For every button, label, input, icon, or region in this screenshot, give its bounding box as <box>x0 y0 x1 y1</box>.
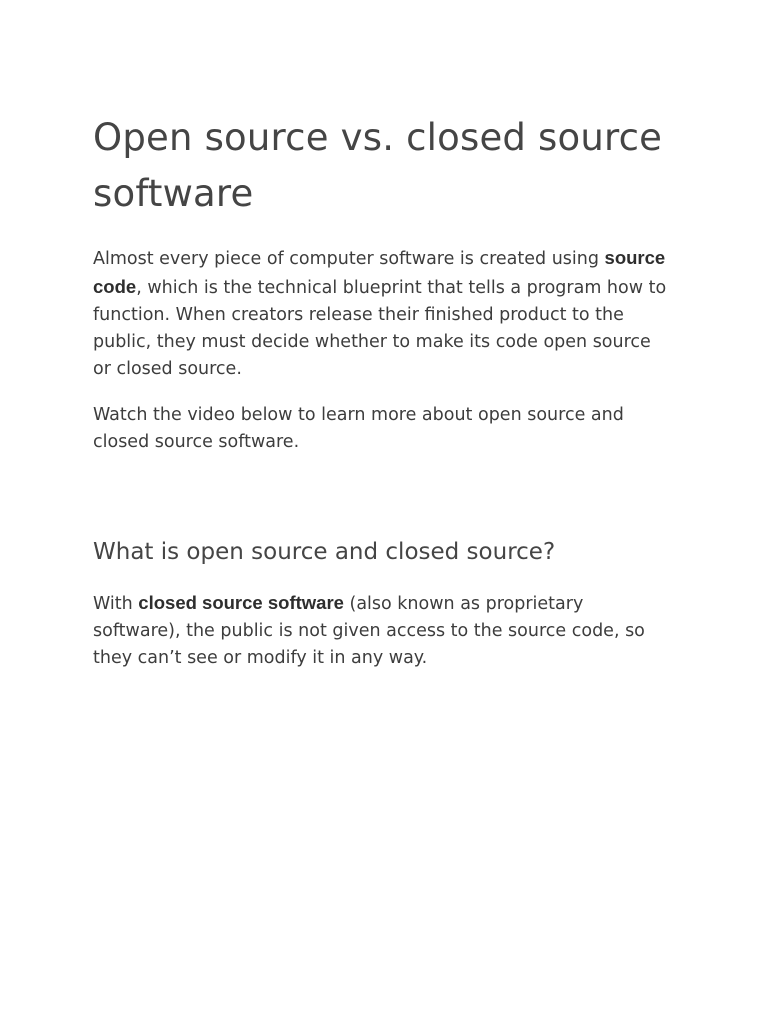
intro-text-start: Almost every piece of computer software is created using <box>93 249 605 269</box>
source-code-term: source code <box>93 247 666 297</box>
page-title: Open source vs. closed source software <box>93 116 663 215</box>
article <box>93 110 673 672</box>
section-heading: What is open source and closed source? <box>93 539 556 565</box>
video-note-paragraph: Watch the video below to learn more about open source and closed source software. <box>93 405 624 452</box>
closed-source-paragraph <box>93 589 673 672</box>
intro-paragraph <box>93 244 673 383</box>
closed-source-term: closed source software <box>138 592 344 613</box>
closed-source-text-end: (also known as proprietary software), the public is not given access to the source code, so they can’t see or modify it in any way. <box>93 594 645 668</box>
intro-text-end: , which is the technical blueprint that tells a program how to function. When creators release their finished product to the public, they must decide whether to make its code open source or closed source. <box>93 278 667 379</box>
closed-source-text-start: With <box>93 594 139 614</box>
